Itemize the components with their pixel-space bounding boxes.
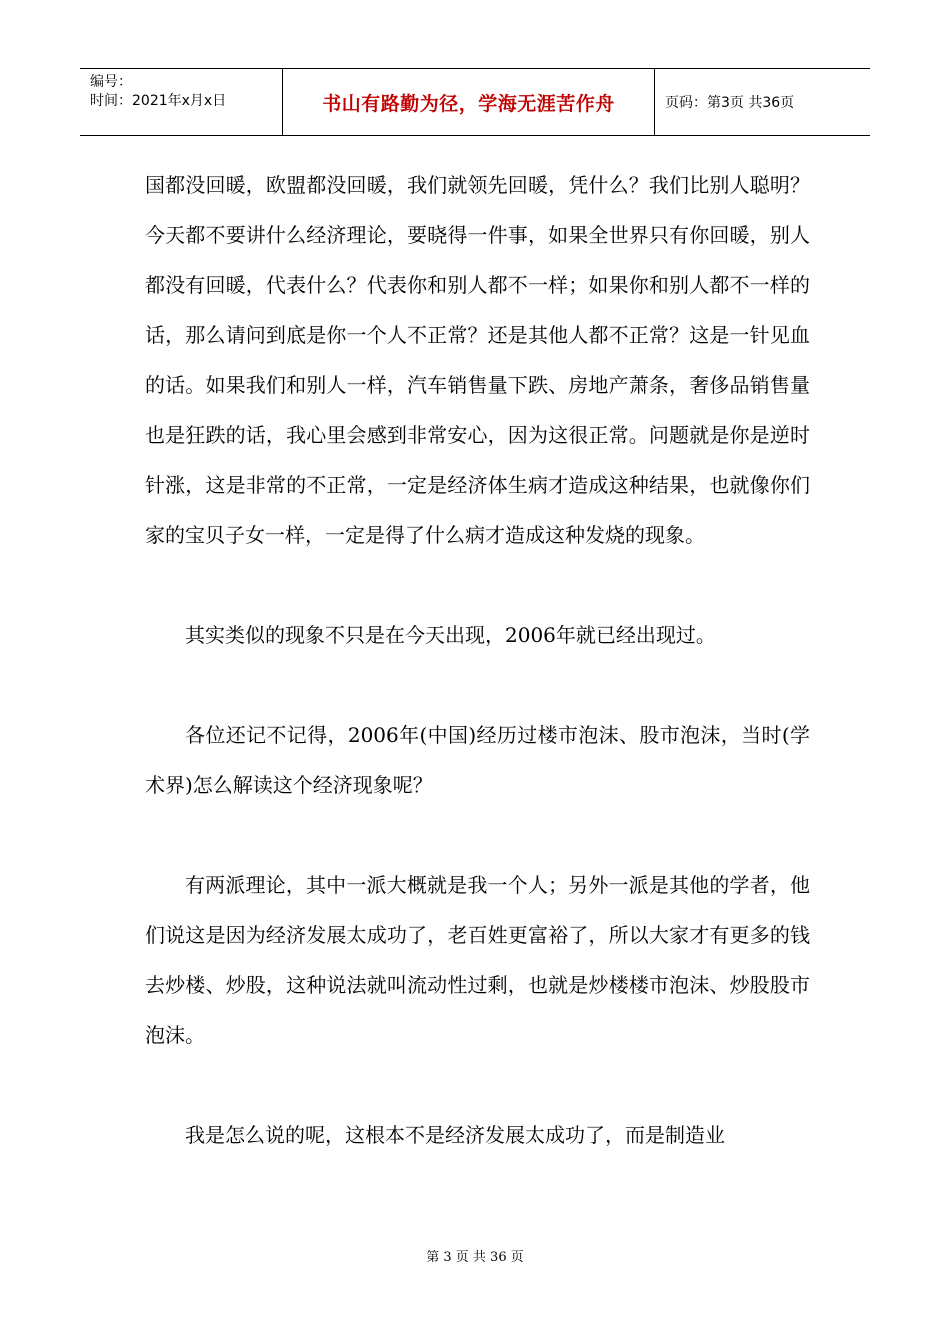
document-date-label: 时间：2021年x月x日 (90, 93, 227, 109)
header-motto: 书山有路勤为径，学海无涯苦作舟 (282, 69, 655, 135)
paragraph-1: 国都没回暖，欧盟都没回暖，我们就领先回暖，凭什么？我们比别人聪明？今天都不要讲什么经济理论，要晓得一件事，如果全世界只有你回暖，别人都没有回暖，代表什么？代表你和别人都不一样；如果你和别人都不一样的话，那么请问到底是你一个人不正常？还是其他人都不正常？这是一针见血的话。如果我们和别人一样，汽车销售量下跌、房地产萧条，奢侈品销售量也是狂跌的话，我心里会感到非常安心，因为这很正常。问题就是你是逆时针涨，这是非常的不正常，一定是经济体生病才造成这种结果，也就像你们家的宝贝子女一样，一定是得了什么病才造成这种发烧的现象。 (145, 173, 810, 547)
document-number-label: 编号： (90, 74, 132, 90)
header-meta-cell (80, 69, 282, 135)
paragraph-2: 其实类似的现象不只是在今天出现，2006年就已经出现过。 (185, 623, 716, 647)
page-footer: 第 3 页 共 36 页 (426, 1250, 524, 1265)
document-body (145, 160, 810, 1160)
paragraph-4: 有两派理论，其中一派大概就是我一个人；另外一派是其他的学者，他们说这是因为经济发展太成功了，老百姓更富裕了，所以大家才有更多的钱去炒楼、炒股，这种说法就叫流动性过剩，也就是炒楼楼市泡沫、炒股股市泡沫。 (145, 873, 810, 1047)
header-page-info: 页码：第3页 共36页 (665, 95, 795, 111)
paragraph-5: 我是怎么说的呢，这根本不是经济发展太成功了，而是制造业 (185, 1123, 725, 1147)
page-header (80, 68, 870, 136)
paragraph-3: 各位还记不记得，2006年(中国)经历过楼市泡沫、股市泡沫，当时(学术界)怎么解读这个经济现象呢？ (145, 723, 810, 797)
